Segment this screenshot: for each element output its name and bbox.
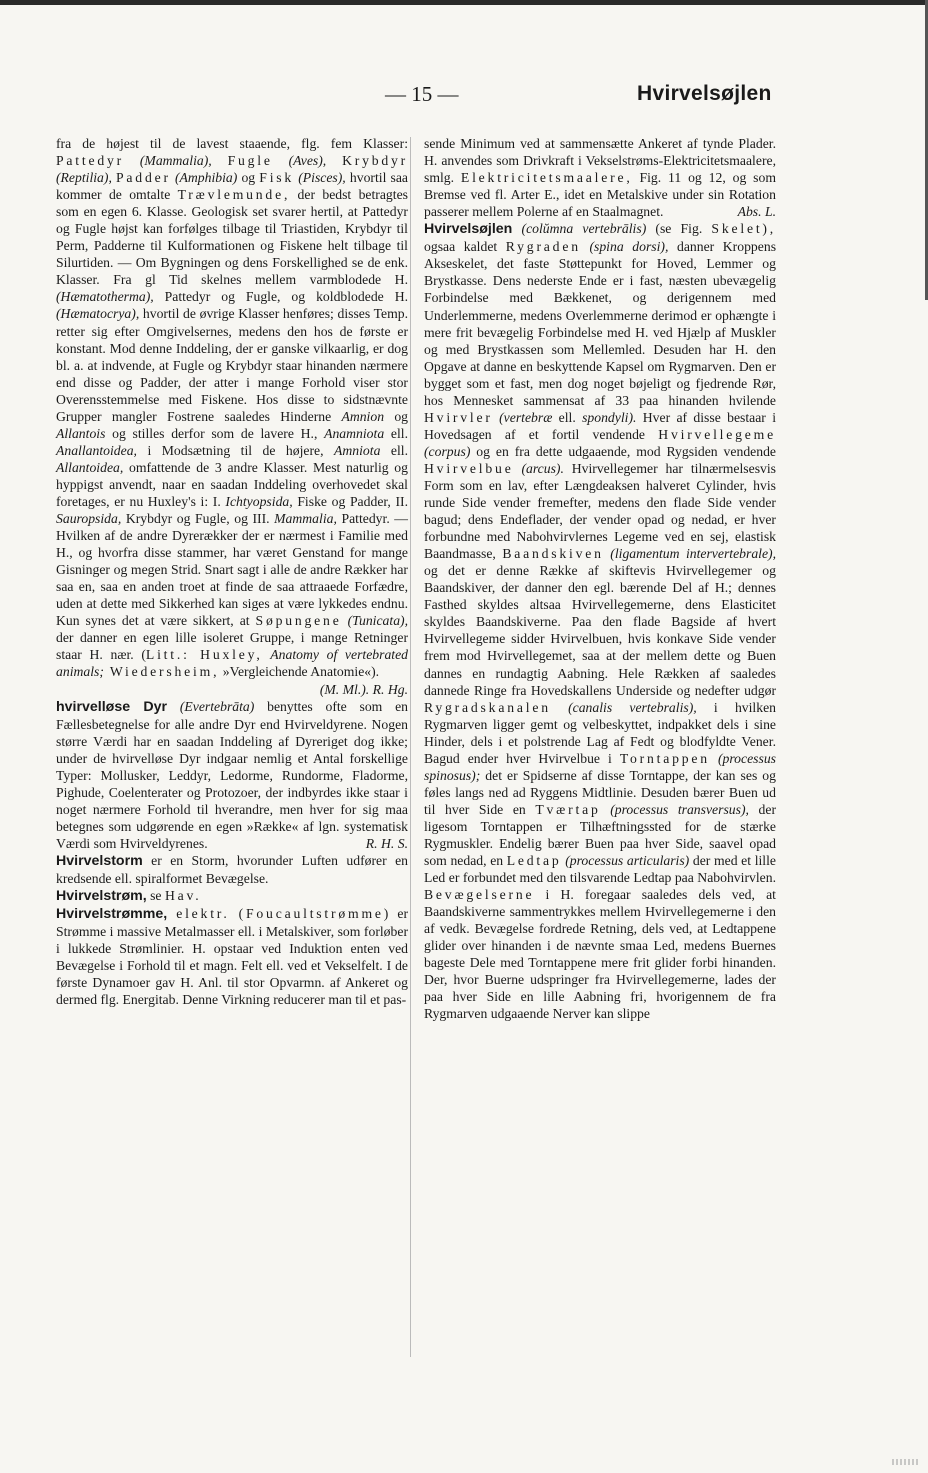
entry-hvirvelstroemme: Hvirvelstrømme, elektr. (Foucaultstrømme) er Strømme i massive Metalmasser ell. i Metalskiver, som forløber i lukkede Strømlinier. H. opstaar ved Induktion enten ved Bevægelse i Forhold til et magn. Felt ell. ved et Vekselfelt. I de første Dynamoer gav H. Anl. til stor Opvarmn. af Ankeret og dermed flg. Energitab. Denne Virkning reducerer man til et pas-	[56, 906, 408, 1008]
headword: Hvirvelstrømme,	[56, 906, 168, 923]
headword: Hvirvelsøjlen	[424, 221, 513, 238]
column-divider	[410, 137, 411, 1357]
page-header	[0, 82, 928, 112]
right-column	[424, 135, 776, 1022]
paragraph-hvirveldyr-continued: fra de højest til de lavest staaende, flg. fem Klasser: Pattedyr (Mammalia), Fugle (Aves), Krybdyr (Reptilia), Padder (Amphibia) og Fisk (Pisces), hvortil saa kommer de omtalte Trævlemunde, der bedst betragtes som en egen 6. Klasse. Geologisk set svarer hertil, at Pattedyr og Fugle højst kan forfølges tilbage til Triastiden, Krybdyr til Perm, Padderne til Kulformationen og Fiskene helt tilbage til Silurtiden. — Om Bygningen og dens Forskellighed se de enk. Klasser. Fra gl Tid skelnes mellem varmblodede H. (Hæmatotherma), Pattedyr og Fugle, og koldblodede H. (Hæmatocrya), hvortil de øvrige Klasser henføres; disses Temp. retter sig efter Omgivelsernes, medens den hos de første er konstant. Mod denne Inddeling, der er ganske vilkaarlig, er dog bl. a. at indvende, at Fugle og Krybdyr staar hinanden nærmere end disse og Padder, der atter i mange Forhold viser stor Overensstemmelse med Fiskene. Hos disse to sidstnævnte Grupper mangler Fostrene saaledes Hinderne Amnion og Allantois og stilles derfor som de lavere H., Anamniota ell. Anallantoidea, i Modsætning til de højere, Amniota ell. Allantoidea, omfattende de 3 andre Klasser. Mest naturlig og hyppigst anvendt, naar en saadan Inddeling overhovedet skal foretages, er nu Huxley's i: I. Ichtyopsida, Fiske og Padder, II. Sauropsida, Krybdyr og Fugle, og III. Mammalia, Pattedyr. — Hvilken af de andre Dyrerækker der er nærmest i Familie med H., og hvorfra disse stammer, har været Genstand for mange Gisninger og megen Strid. Snart sagt i alle de andre Rækker har saa en, saa en anden troet at finde de saa attraaede Forfædre, uden at dette med Sikkerhed kan siges at være lykkedes endnu. Kun synes det at være sikkert, at Søpungene (Tunicata), der danner en egen lille isoleret Gruppe, i mange Retninger staar H. nær. (Litt.: Huxley, Anatomy of vertebrated animals; Wiedersheim, »Vergleichende Anatomie«).	[56, 136, 409, 680]
entry-hvirvelstorm: Hvirvelstorm er en Storm, hvorunder Luften udfører en kredsende ell. spiralformet Bevægelse.	[56, 853, 408, 887]
signature: R. H. S.	[365, 835, 408, 851]
left-column	[56, 135, 408, 1008]
headword: Hvirvelstrøm,	[56, 888, 147, 905]
entry-hvirvelstroem: Hvirvelstrøm, se Hav.	[56, 888, 202, 905]
entry-hvirvelstroemme-continued: sende Minimum ved at sammensætte Ankeret af tynde Plader. H. anvendes som Drivkraft i Vekselstrøms-Elektricitetsmaalere, smlg. Elektricitetsmaalere, Fig. 11 og 12, og som Bremse ved fl. Arter E., idet en Metalskive under sin Rotation passerer mellem Polerne af en Staalmagnet.	[424, 136, 776, 220]
entry-hvirvelsoejlen: Hvirvelsøjlen (colŭmna vertebrālis) (se Fig. Skelet), ogsaa kaldet Rygraden (spina dorsi), danner Kroppens Akseskelet, det faste Støttepunkt for Hoved, Lemmer og Brystkasse. Dens nederste Ende er i fast, næsten ubevægelig Forbindelse med Bækkenet, og derigennem med Underlemmerne, medens Overlemmerne derimod er ophængte i mere frit bevægelig Forbindelse med H. ved Hjælp af Muskler og med Brystkassen som Mellemled. Desuden har H. den Opgave at danne en beskyttende Kapsel om Rygmarven. Den er bygget som et fast, men dog noget bøjeligt og fjedrende Rør, hos Mennesket sammensat af 33 paa hinanden hvilende Hvirvler (vertebræ ell. spondyli). Hver af disse bestaar i Hovedsagen af et fortil vendende Hvirvellegeme (corpus) og en fra dette udgaaende, mod Rygsiden vendende Hvirvelbue (arcus). Hvirvellegemer har tilnærmelsesvis Form som en lav, efter Længdeaksen halveret Cylinder, hvis runde Side vender fremefter, medens den flade Side vender bagud; dens Endeflader, der vender opad og nedad, er hver forbundne med Nabohvirvlernes Legeme ved en sej, elastisk Baandmasse, Baandskiven (ligamentum intervertebrale), og det er denne Række af skiftevis Hvirvellegemer og Baandskiver, der danner den egl. bærende Del af H.; dennes Fasthed skyldes altsaa Hvirvellegemerne, dens Elasticitet skyldes Baandskiverne. Paa den flade Bagside af hvert Hvirvellegeme sidder Hvirvelbuen, hvis konkave Side vender frem mod Hvirvellegemet, saa at der mellem dette og Buen dannes en rundagtig Aabning. Hele Rækken af saaledes dannede Ringe fra Hovedskallens Underside og nedefter udgør Rygradskanalen (canalis vertebralis), i hvilken Rygmarven ligger gemt og velbeskyttet, indpakket dels i sine Hinder, dels i et polstrende Lag af Fedt og blodfyldte Vener. Bagud ender hver Hvirvelbue i Torntappen (processus spinosus); det er Spidserne af disse Torntappe, der kan ses og føles langs ned ad Ryggens Midtlinie. Desuden bærer Buen ud til hver Side en Tværtap (processus transversus), der ligesom Torntappen er Tilhæftningssted for de stærke Rygmuskler. Endelig bærer Buen paa hver Side, saavel opad som nedad, en Ledtap (processus articularis) der med et lille Led er forbundet med den tilsvarende Ledtap paa Nabohvirvlen. Bevægelserne i H. foregaar saaledes dels ved, at Baandskiverne sammentrykkes mellem Hvirvellegemerne i den af vedk. Bevægelse fordrede Retning, dels ved, at Ledtappene glider over hinanden i de nævnte smaa Led, medens Buernes bageste Dele med Torntappene mere frit glider forbi hinanden. Der, hvor Buerne udspringer fra Hvirvellegemerne, lades der paa hver Side en lille Aabning fri, hvorigennem de fra Rygmarven udgaaende Nerver kan slippe	[424, 221, 777, 1022]
page-number: — 15 —	[385, 82, 459, 106]
headword: hvirvelløse Dyr	[56, 698, 168, 715]
entry-hvirvelloese-dyr: hvirvelløse Dyr (Evertebrāta) benyttes ofte som en Fællesbetegnelse for alle andre Dyr end Hvirveldyrene. Nogen større Værdi har en saadan Inddeling af Dyreriget dog ikke; under de hvirvelløse Dyr indgaar nemlig et Antal forskellige Typer: Mollusker, Leddyr, Ledorme, Rundorme, Fladorme, Pighude, Coelenterater og Protozoer, der indbyrdes ikke staar i noget nærmere Forhold til hverandre, men hver for sig maa betegnes som udgørende en egen »Række« af lgn. systematisk Værdi som Hvirveldyrenes.	[56, 698, 409, 851]
top-border	[0, 0, 928, 5]
scan-artifact	[892, 1459, 918, 1465]
running-head: Hvirvelsøjlen	[637, 82, 772, 105]
headword: Hvirvelstorm	[56, 853, 143, 870]
signature: Abs. L.	[737, 204, 776, 220]
signature: (M. Ml.). R. Hg.	[319, 681, 408, 697]
